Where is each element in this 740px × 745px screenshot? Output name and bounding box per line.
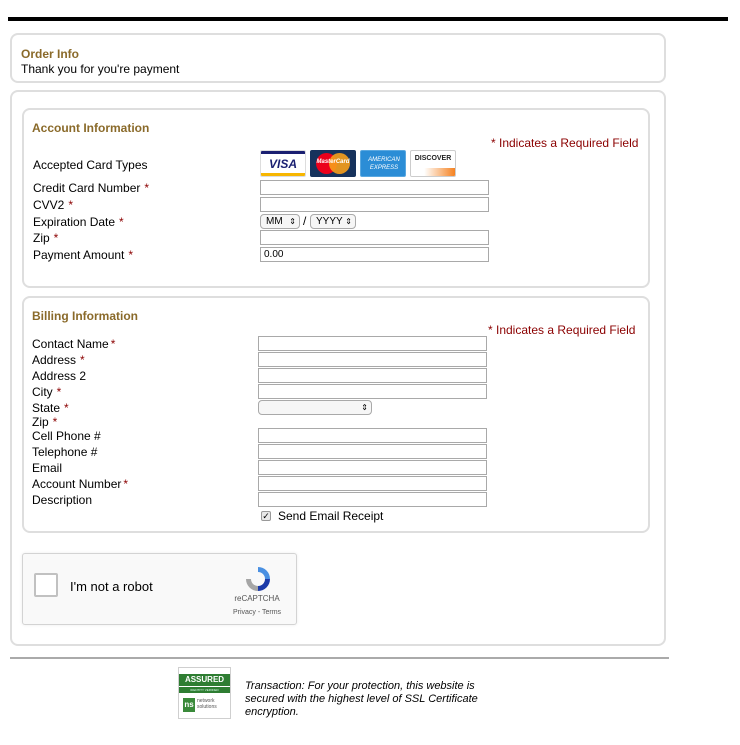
send-email-receipt-label: Send Email Receipt: [278, 509, 384, 523]
billing-zip-label: Zip *: [32, 415, 58, 429]
account-number-label: Account Number *: [32, 477, 129, 491]
state-label: State *: [32, 401, 69, 415]
credit-card-number-input[interactable]: [260, 180, 489, 195]
recaptcha-widget: [22, 553, 297, 625]
city-input[interactable]: [258, 384, 487, 399]
expiration-separator: /: [303, 214, 307, 228]
address-input[interactable]: [258, 352, 487, 367]
order-info-message: Thank you for you're payment: [21, 62, 180, 76]
payment-amount-label: Payment Amount *: [33, 248, 134, 262]
send-email-receipt-checkbox[interactable]: ✓: [262, 511, 270, 521]
network-solutions-seal-icon[interactable]: ASSURED IDENTITY VERIFIED ns network solutions: [178, 667, 231, 719]
account-zip-input[interactable]: [260, 230, 489, 245]
cvv2-label: CVV2 *: [33, 198, 74, 212]
contact-name-input[interactable]: [258, 336, 487, 351]
state-select[interactable]: [258, 400, 372, 415]
email-input[interactable]: [258, 460, 487, 475]
footer-divider: [10, 657, 669, 659]
select-arrows-icon: ⇕: [361, 403, 368, 412]
recaptcha-label: I'm not a robot: [70, 579, 153, 594]
telephone-label: Telephone #: [32, 445, 98, 459]
description-input[interactable]: [258, 492, 487, 507]
billing-information-title: Billing Information: [32, 309, 138, 323]
contact-name-label: Contact Name *: [32, 337, 116, 351]
payment-amount-input[interactable]: 0.00: [260, 247, 489, 262]
visa-card-icon: VISA: [260, 150, 306, 177]
account-information-title: Account Information: [32, 121, 150, 135]
city-label: City *: [32, 385, 62, 399]
credit-card-number-label: Credit Card Number *: [33, 181, 150, 195]
cell-phone-label: Cell Phone #: [32, 429, 101, 443]
account-number-input[interactable]: [258, 476, 487, 491]
order-info-title: Order Info: [21, 47, 80, 61]
discover-card-icon: DISCOVER: [410, 150, 456, 177]
recaptcha-checkbox[interactable]: [34, 573, 58, 597]
transaction-security-note: Transaction: For your protection, this website is secured with the highest level of SSL Certificate encryption.: [245, 680, 478, 718]
address2-input[interactable]: [258, 368, 487, 383]
select-arrows-icon: ⇕: [289, 217, 296, 226]
recaptcha-brand: reCAPTCHA: [234, 594, 280, 603]
address-label: Address *: [32, 353, 85, 367]
american-express-card-icon: AMERICAN EXPRESS: [360, 150, 406, 177]
expiration-year-select[interactable]: YYYY ⇕: [310, 214, 356, 229]
description-label: Description: [32, 493, 93, 507]
select-arrows-icon: ⇕: [345, 217, 352, 226]
mastercard-card-icon: MasterCard: [310, 150, 356, 177]
expiration-date-label: Expiration Date *: [33, 215, 124, 229]
account-required-note: * Indicates a Required Field: [491, 136, 639, 150]
recaptcha-terms-link[interactable]: Privacy - Terms: [232, 609, 282, 616]
telephone-input[interactable]: [258, 444, 487, 459]
cvv2-input[interactable]: [260, 197, 489, 212]
order-info-panel: [10, 33, 666, 83]
email-label: Email: [32, 461, 63, 475]
billing-required-note: * Indicates a Required Field: [488, 323, 636, 337]
accepted-card-types-label: Accepted Card Types: [33, 158, 148, 172]
top-divider: [8, 17, 728, 21]
address2-label: Address 2: [32, 369, 87, 383]
cell-phone-input[interactable]: [258, 428, 487, 443]
recaptcha-logo-icon: [243, 564, 273, 594]
expiration-month-select[interactable]: MM ⇕: [260, 214, 300, 229]
account-zip-label: Zip *: [33, 231, 59, 245]
